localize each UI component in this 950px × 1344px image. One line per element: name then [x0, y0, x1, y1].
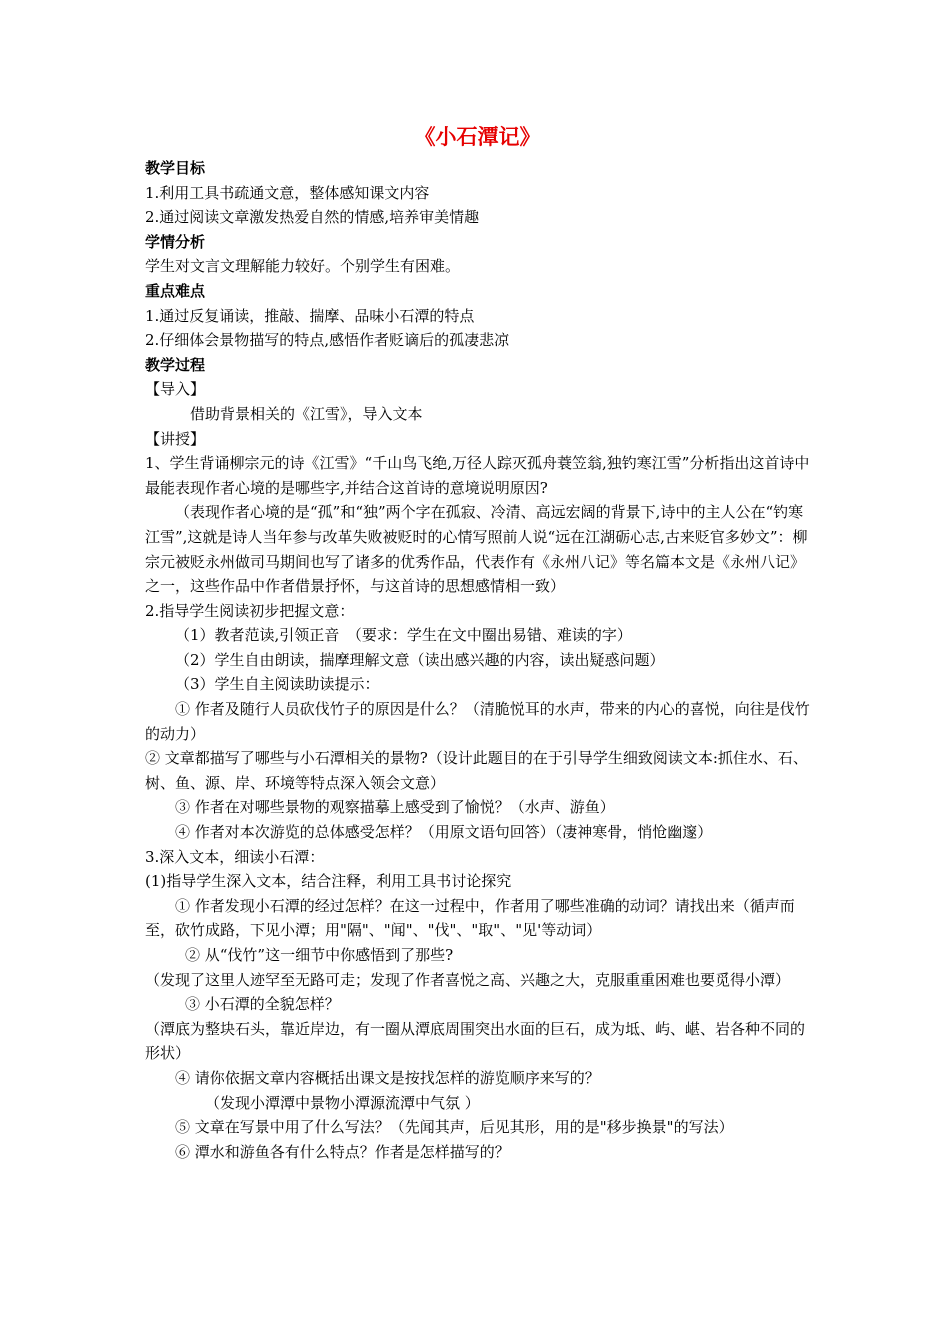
intro-text: 借助背景相关的《江雪》，导入文本 — [190, 404, 423, 423]
teach-label: 【讲授】 — [145, 429, 206, 448]
heading-student-analysis: 学情分析 — [145, 232, 206, 251]
discussion-question-5: ⑤ 文章在写景中用了什么写法？（先闻其声，后见其形，用的是"移步换景"的写法） — [175, 1118, 734, 1137]
heading-teaching-process: 教学过程 — [145, 355, 206, 374]
discussion-question-6: ⑥ 潭水和游鱼各有什么特点？作者是怎样描写的？ — [175, 1142, 510, 1161]
discussion-answer-2: （发现了这里人迹罕至无路可走；发现了作者喜悦之高、兴趣之大，克服重重困难也要觅得小潭） — [145, 970, 791, 989]
prompt-question-1: ① 作者及随行人员砍伐竹子的原因是什么？（清脆悦耳的水声，带来的内心的喜悦，向往是伐竹的动力） — [145, 700, 810, 743]
discussion-question-1: ① 作者发现小石潭的经过怎样？在这一过程中，作者用了哪些准确的动词？请找出来（循声而至，砍竹成路，下见小潭；用"隔"、"闻"、"伐"、"取"、"见'等动词） — [145, 896, 795, 940]
step-2-item-3: （3）学生自主阅读助读提示： — [175, 675, 380, 694]
discussion-answer-3: （潭底为整块石头，靠近岸边，有一圈从潭底周围突出水面的巨石，成为坻、屿、嵁、岩各种不同的形状） — [145, 1019, 806, 1063]
prompt-question-3: ③ 作者在对哪些景物的观察描摹上感受到了愉悦？（水声、游鱼） — [175, 798, 615, 817]
step-2-heading: 2.指导学生阅读初步把握文意： — [145, 601, 355, 620]
step-1-question: 1、学生背诵柳宗元的诗《江雪》“千山鸟飞绝,万径人踪灭孤舟蓑笠翁,独钓寒江雪”分析指出这首诗中最能表现作者心境的是哪些字,并结合这首诗的意境说明原因? — [145, 454, 810, 497]
step-1-answer: （表现作者心境的是“孤”和“独”两个字在孤寂、冷清、高远宏阔的背景下,诗中的主人公在“钓寒江雪”,这就是诗人当年参与改革失败被贬时的心情写照前人说“远在江湖砺心志,古来贬官多妙文”：柳宗元被贬永州做司马期间也写了诸多的优秀作品，代表作有《永州八记》等名篇本文是《永州八记》之一，这些作品中作者借景抒怀，与这首诗的思想感情相一致） — [145, 503, 808, 596]
key-point-1: 1.通过反复诵读，推敲、揣摩、品味小石潭的特点 — [145, 306, 475, 325]
discussion-answer-4: （发现小潭潭中景物小潭源流潭中气氛 ） — [205, 1093, 480, 1112]
step-3-heading: 3.深入文本，细读小石潭： — [145, 847, 325, 866]
discussion-question-3: ③ 小石潭的全貌怎样？ — [185, 995, 340, 1014]
goal-item-2: 2.通过阅读文章激发热爱自然的情感,培养审美情趣 — [145, 208, 480, 227]
document-title: 《小石潭记》 — [414, 124, 541, 149]
step-2-item-2: （2）学生自由朗读，揣摩理解文意（读出感兴趣的内容，读出疑惑问题） — [175, 650, 665, 669]
goal-item-1: 1.利用工具书疏通文意，整体感知课文内容 — [145, 183, 430, 202]
document-page — [145, 124, 810, 1164]
step-3-item-1: (1)指导学生深入文本，结合注释，利用工具书讨论探究 — [145, 872, 512, 891]
key-point-2: 2.仔细体会景物描写的特点,感悟作者贬谪后的孤凄悲凉 — [145, 331, 510, 350]
student-analysis-text: 学生对文言文理解能力较好。个别学生有困难。 — [145, 257, 461, 276]
discussion-question-4: ④ 请你依据文章内容概括出课文是按找怎样的游览顺序来写的？ — [175, 1068, 600, 1087]
prompt-question-4: ④ 作者对本次游览的总体感受怎样？（用原文语句回答）（凄神寒骨，悄怆幽邃） — [175, 823, 713, 842]
discussion-question-2: ② 从“伐竹”这一细节中你感悟到了那些? — [185, 946, 454, 964]
intro-label: 【导入】 — [145, 380, 206, 399]
heading-key-points: 重点难点 — [145, 281, 206, 300]
heading-teaching-goals: 教学目标 — [145, 159, 206, 177]
step-2-item-1: （1）教者范读,引领正音 （要求：学生在文中圈出易错、难读的字） — [175, 626, 632, 645]
prompt-question-2: ② 文章都描写了哪些与小石潭相关的景物?（设计此题目的在于引导学生细致阅读文本:抓住水、石、树、鱼、源、岸、环境等特点深入领会文意） — [145, 749, 808, 792]
